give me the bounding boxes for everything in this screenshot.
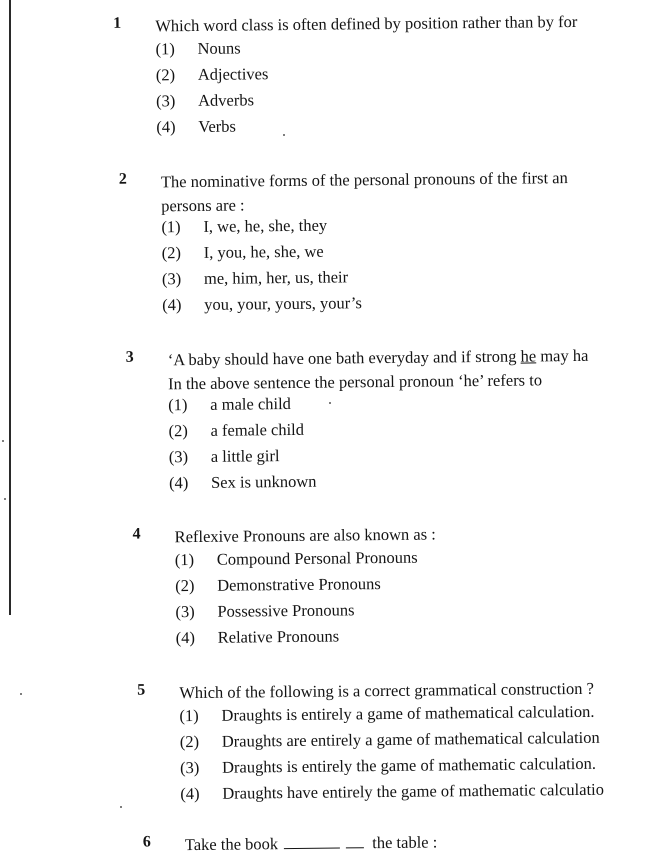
option-text: a female child — [210, 419, 305, 440]
question-text — [185, 828, 648, 857]
question-number: 3 — [125, 348, 134, 366]
option-list — [175, 542, 648, 651]
option — [180, 776, 648, 807]
question-text-line: Which word class is often defined by position rather than by for — [155, 11, 578, 36]
option-number: (4) — [175, 627, 196, 648]
option-list — [161, 209, 648, 318]
option-number: (3) — [179, 757, 200, 778]
question-4 — [132, 520, 648, 648]
option-list — [155, 31, 648, 140]
option-number: (1) — [168, 395, 188, 415]
option-text: me, him, her, us, their — [203, 267, 349, 288]
option — [162, 287, 648, 318]
option-number: (2) — [168, 421, 188, 441]
scan-speck — [20, 693, 22, 695]
option — [156, 109, 648, 140]
scan-speck — [283, 134, 285, 136]
option-text: Demonstrative Pronouns — [217, 574, 381, 595]
option-text: Draughts is entirely a game of mathematical calculation. — [221, 701, 595, 725]
option-number: (2) — [179, 731, 200, 752]
question-5 — [137, 676, 648, 804]
option-number: (1) — [174, 549, 195, 570]
scan-speck — [4, 498, 6, 500]
option — [176, 620, 648, 651]
question-text-segment: the table : — [372, 832, 438, 853]
option-text: Adjectives — [197, 64, 269, 84]
option-number: (1) — [179, 705, 199, 726]
question-text-line: persons are : — [161, 195, 245, 216]
question-text-line: The nominative forms of the personal pronouns of the first an — [160, 168, 568, 192]
option-list — [179, 698, 648, 807]
option-text: Adverbs — [197, 90, 255, 110]
question-text-line: In the above sentence the personal pronoun ‘he’ refers to — [167, 370, 543, 394]
option-number: (4) — [162, 295, 182, 315]
option-text: Verbs — [198, 116, 237, 136]
question-text-line: Which of the following is a correct grammatical construction ? — [179, 678, 594, 703]
scan-speck — [329, 402, 331, 404]
option-text: Possessive Pronouns — [217, 600, 355, 621]
option-text: Sex is unknown — [210, 471, 317, 492]
question-number: 4 — [132, 525, 141, 543]
option-text: you, your, yours, your’s — [204, 293, 362, 314]
question-3 — [125, 343, 648, 493]
question-number: 5 — [137, 681, 146, 699]
fill-in-blank — [346, 833, 364, 848]
option-text: I, you, he, she, we — [203, 241, 324, 262]
question-text-line — [185, 828, 648, 857]
fill-in-blank — [284, 833, 340, 849]
option-number: (4) — [168, 473, 189, 493]
scan-speck — [2, 440, 4, 442]
question-number: 1 — [113, 14, 122, 32]
option-number: (3) — [175, 601, 195, 622]
option-text: I, we, he, she, they — [203, 215, 328, 236]
option-text: a male child — [210, 393, 291, 414]
question-text-segment: Take the book — [184, 834, 279, 855]
question-2 — [118, 165, 648, 315]
option-number: (2) — [155, 65, 176, 85]
question-text-line — [168, 343, 648, 372]
underlined-pronoun: he — [520, 346, 537, 366]
option-number: (3) — [168, 447, 189, 467]
question-number: 6 — [142, 833, 151, 851]
question-text-segment: may ha — [536, 345, 589, 366]
question-number: 2 — [118, 170, 127, 188]
option-number: (1) — [161, 217, 181, 237]
option-text: Relative Pronouns — [217, 626, 340, 647]
option-text: Draughts have entirely the game of mathematic calculatio — [222, 779, 605, 803]
option-text: Draughts is entirely the game of mathematic calculation. — [221, 753, 597, 777]
scan-speck — [120, 806, 122, 808]
option-number: (2) — [161, 243, 182, 263]
question-1 — [113, 9, 648, 137]
option-text: Nouns — [197, 38, 241, 58]
question-text-segment: ‘A baby should have one bath everyday and if strong — [167, 346, 521, 370]
question-text-line: Reflexive Pronouns are also known as : — [174, 524, 436, 547]
question-6 — [142, 828, 648, 855]
option-list — [168, 387, 648, 496]
option-text: Compound Personal Pronouns — [216, 547, 418, 569]
option-number: (4) — [156, 117, 176, 137]
option — [169, 465, 648, 496]
option-number: (4) — [180, 783, 200, 804]
option-number: (3) — [155, 91, 176, 111]
option-number: (3) — [161, 269, 182, 289]
option-text: Draughts are entirely a game of mathematical calculation — [221, 727, 600, 751]
option-text: a little girl — [210, 446, 280, 466]
option-number: (1) — [155, 39, 175, 59]
option-number: (2) — [175, 575, 195, 596]
